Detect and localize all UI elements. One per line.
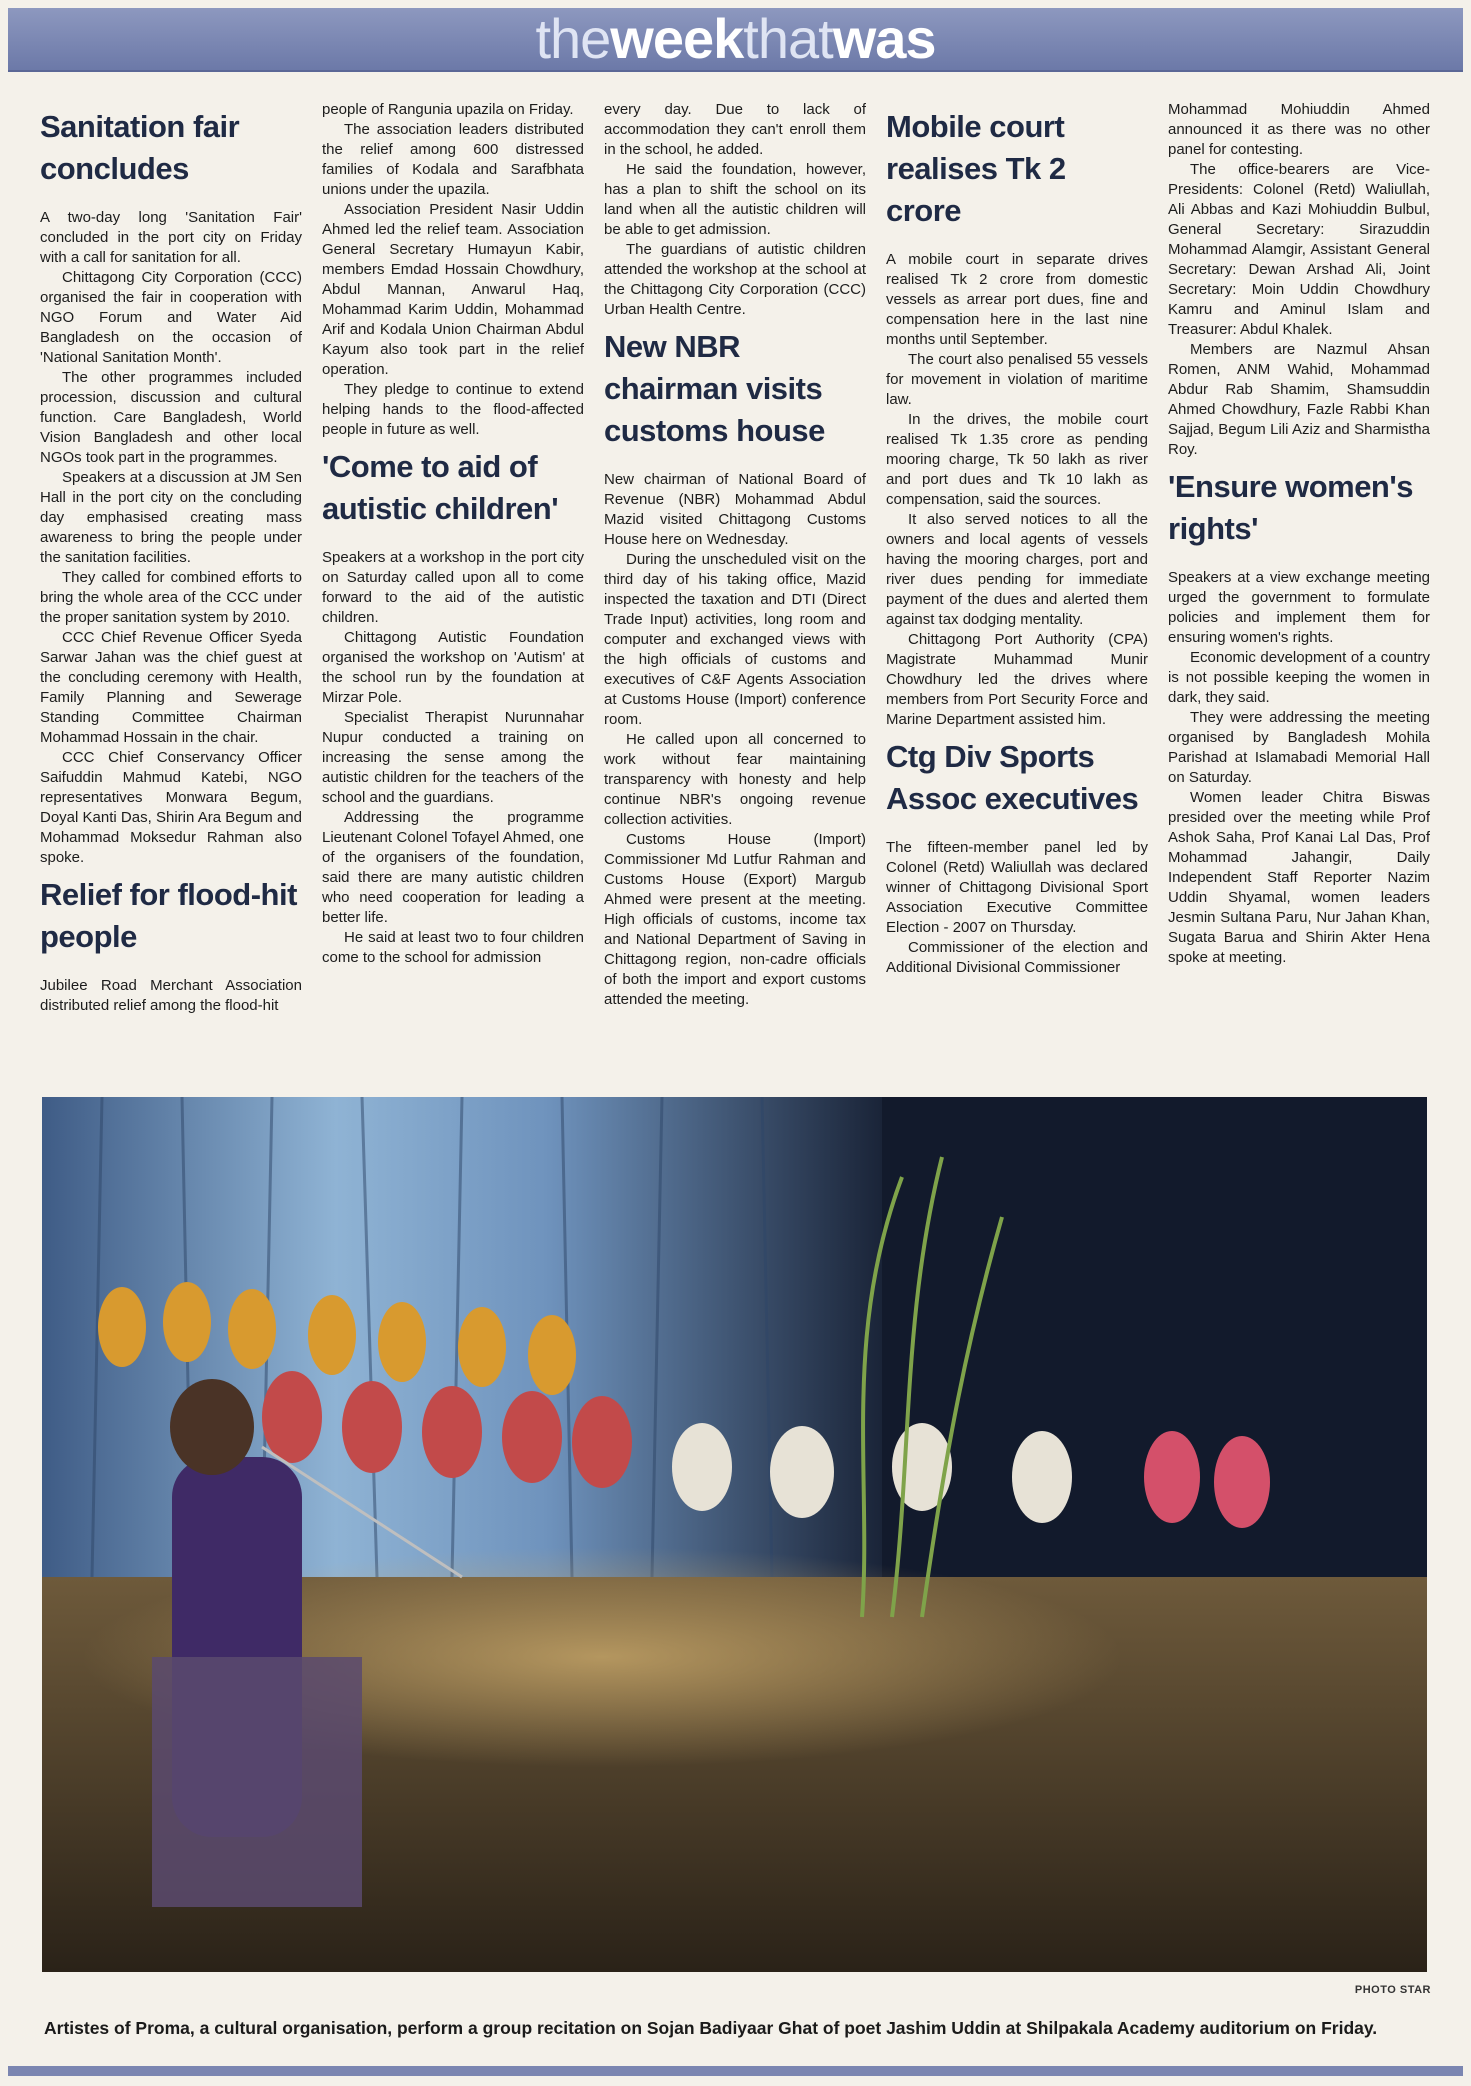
paragraph: The office-bearers are Vice-Presidents: Colonel (Retd) Waliullah, Ali Abbas and Kazi Mohiuddin Bulbul, General Secretary: Sirazuddin Mohammad Alamgir, Assistant General Secretary: Dewan Arshad Ali, Joint Secretary: Moin Uddin Chowdhury Kamru and Aminul Islam and Treasurer: Abdul Khalek. — [1168, 161, 1430, 338]
photo-credit: PHOTO STAR — [1354, 1984, 1431, 1996]
stage-photo-illustration — [42, 1097, 1427, 1972]
paragraph: Chittagong City Corporation (CCC) organised the fair in cooperation with NGO Forum and Water Aid Bangladesh on the occasion of 'National Sanitation Month'. — [40, 269, 302, 366]
paragraph: CCC Chief Revenue Officer Syeda Sarwar Jahan was the chief guest at the concluding ceremony with Health, Family Planning and Sewerage Standing Committee Chairman Mohammad Hossain in the chair. — [40, 629, 302, 746]
stage-photo — [42, 1097, 1427, 1972]
paragraph: They called for combined efforts to bring the whole area of the CCC under the proper sanitation system by 2010. — [40, 569, 302, 626]
masthead-that: that — [743, 7, 833, 70]
paragraph: people of Rangunia upazila on Friday. — [322, 101, 574, 118]
paragraph: Members are Nazmul Ahsan Romen, ANM Wahid, Mohammad Abdur Rab Shamim, Shamsuddin Ahmed Chowdhury, Fazle Rabbi Khan Sajjad, Begum Lili Aziz and Sharmistha Roy. — [1168, 341, 1430, 458]
masthead — [8, 8, 1463, 72]
paragraph: New chairman of National Board of Revenue (NBR) Mohammad Abdul Mazid visited Chittagong Customs House here on Wednesday. — [604, 471, 866, 548]
paragraph: They pledge to continue to extend helping hands to the flood-affected people in future as well. — [322, 381, 584, 438]
paragraph: A two-day long 'Sanitation Fair' concluded in the port city on Friday with a call for sanitation for all. — [40, 209, 302, 266]
headline-mobile-court: Mobile court realises Tk 2 crore — [886, 109, 1066, 228]
paragraph: A mobile court in separate drives realised Tk 2 crore from domestic vessels as arrear port dues, fine and compensation here in the last nine months until September. — [886, 251, 1148, 348]
headline-nbr-chairman: New NBR chairman visits customs house — [604, 329, 825, 448]
masthead-was: was — [832, 7, 936, 70]
headline-relief-flood: Relief for flood-hit people — [40, 877, 297, 954]
paragraph: The fifteen-member panel led by Colonel (Retd) Waliullah was declared winner of Chittagong Divisional Sport Association Executive Committee Election - 2007 on Thursday. — [886, 839, 1148, 936]
column-5 — [1168, 100, 1430, 1080]
column-1 — [40, 100, 302, 1080]
paragraph: Chittagong Autistic Foundation organised the workshop on 'Autism' at the school run by the foundation at Mirzar Pole. — [322, 629, 584, 706]
paragraph: He said at least two to four children come to the school for admission — [322, 929, 584, 966]
paragraph: CCC Chief Conservancy Officer Saifuddin Mahmud Katebi, NGO representatives Monwara Begum, Doyal Kanti Das, Shirin Ara Begum and Mohammad Moksedur Rahman also spoke. — [40, 749, 302, 866]
column-4 — [886, 100, 1148, 1080]
paragraph: Association President Nasir Uddin Ahmed led the relief team. Association General Secretary Humayun Kabir, members Emdad Hossain Chowdhury, Abdul Mannan, Anwarul Haq, Mohammad Karim Uddin, Mohammad Arif and Kodala Union Chairman Abdul Kayum also took part in the relief operation. — [322, 201, 584, 378]
paragraph: Speakers at a view exchange meeting urged the government to formulate policies and implement them for ensuring women's rights. — [1168, 569, 1430, 646]
photo-caption: Artistes of Proma, a cultural organisation, perform a group recitation on Sojan Badiyaar Ghat of poet Jashim Uddin at Shilpakala Academy auditorium on Friday. — [44, 2018, 1378, 2038]
paragraph: The association leaders distributed the relief among 600 distressed families of Kodala and Sarafbhata unions under the upazila. — [322, 121, 584, 198]
paragraph: In the drives, the mobile court realised Tk 1.35 crore as pending mooring charge, Tk 50 lakh as river and port dues and Tk 10 lakh as compensation, said the sources. — [886, 411, 1148, 508]
paragraph: Economic development of a country is not possible keeping the women in dark, they said. — [1168, 649, 1430, 706]
paragraph: He called upon all concerned to work without fear maintaining transparency with honesty and help continue NBR's ongoing revenue collection activities. — [604, 731, 866, 828]
paragraph: During the unscheduled visit on the third day of his taking office, Mazid inspected the taxation and DTI (Direct Trade Input) activities, long room and computer and exchanged views with the high officials of customs and executives of C&F Agents Association at Customs House (Import) conference room. — [604, 551, 866, 728]
paragraph: Specialist Therapist Nurunnahar Nupur conducted a training on increasing the sense among the autistic children for the teachers of the school and the guardians. — [322, 709, 584, 806]
paragraph: The court also penalised 55 vessels for movement in violation of maritime law. — [886, 351, 1148, 408]
column-3 — [604, 100, 866, 1080]
paragraph: Speakers at a discussion at JM Sen Hall in the port city on the concluding day emphasised creating mass awareness to bring the people under the sanitation facilities. — [40, 469, 302, 566]
paragraph: The other programmes included procession, discussion and cultural function. Care Bangladesh, World Vision Bangladesh and other local NGOs took part in the programmes. — [40, 369, 302, 466]
paragraph: Chittagong Port Authority (CPA) Magistrate Muhammad Munir Chowdhury led the drives where members from Port Security Force and Marine Department assisted him. — [886, 631, 1148, 728]
masthead-week: week — [610, 7, 744, 70]
paragraph: He said the foundation, however, has a plan to shift the school on its land when all the autistic children will be able to get admission. — [604, 161, 866, 238]
paragraph: Jubilee Road Merchant Association distributed relief among the flood-hit — [40, 977, 302, 1014]
headline-sports-assoc: Ctg Div Sports Assoc executives — [886, 739, 1139, 816]
paragraph: It also served notices to all the owners and local agents of vessels having the mooring charges, port and river dues pending for immediate payment of the dues and alerted them against tax dodging mentality. — [886, 511, 1148, 628]
column-2 — [322, 100, 584, 1080]
paragraph: Addressing the programme Lieutenant Colonel Tofayel Ahmed, one of the organisers of the foundation, said there are many autistic children who need cooperation for leading a better life. — [322, 809, 584, 926]
headline-sanitation-fair: Sanitation fair concludes — [40, 109, 240, 186]
paragraph: They were addressing the meeting organised by Bangladesh Mohila Parishad at Islamabadi Memorial Hall on Saturday. — [1168, 709, 1430, 786]
paragraph: Commissioner of the election and Additional Divisional Commissioner — [886, 939, 1148, 976]
paragraph: every day. Due to lack of accommodation they can't enroll them in the school, he added. — [604, 101, 866, 158]
paragraph: The guardians of autistic children attended the workshop at the school at the Chittagong City Corporation (CCC) Urban Health Centre. — [604, 241, 866, 318]
headline-autistic-children: 'Come to aid of autistic children' — [322, 449, 559, 526]
paragraph: Speakers at a workshop in the port city on Saturday called upon all to come forward to the aid of the autistic children. — [322, 549, 584, 626]
masthead-the: the — [535, 7, 611, 70]
bottom-rule — [8, 2066, 1463, 2076]
paragraph: Customs House (Import) Commissioner Md Lutfur Rahman and Customs House (Export) Margub Ahmed were present at the meeting. High officials of customs, income tax and National Department of Saving in Chittagong region, non-cadre officials of both the import and export customs attended the meeting. — [604, 831, 866, 1008]
paragraph: Mohammad Mohiuddin Ahmed announced it as there was no other panel for contesting. — [1168, 101, 1430, 158]
headline-womens-rights: 'Ensure women's rights' — [1168, 469, 1413, 546]
paragraph: Women leader Chitra Biswas presided over the meeting while Prof Ashok Saha, Prof Kanai Lal Das, Prof Mohammad Jahangir, Daily Independent Staff Reporter Nazim Uddin Shyamal, women leaders Jesmin Sultana Paru, Nur Jahan Khan, Sugata Barua and Shirin Akter Hena spoke at meeting. — [1168, 789, 1430, 966]
